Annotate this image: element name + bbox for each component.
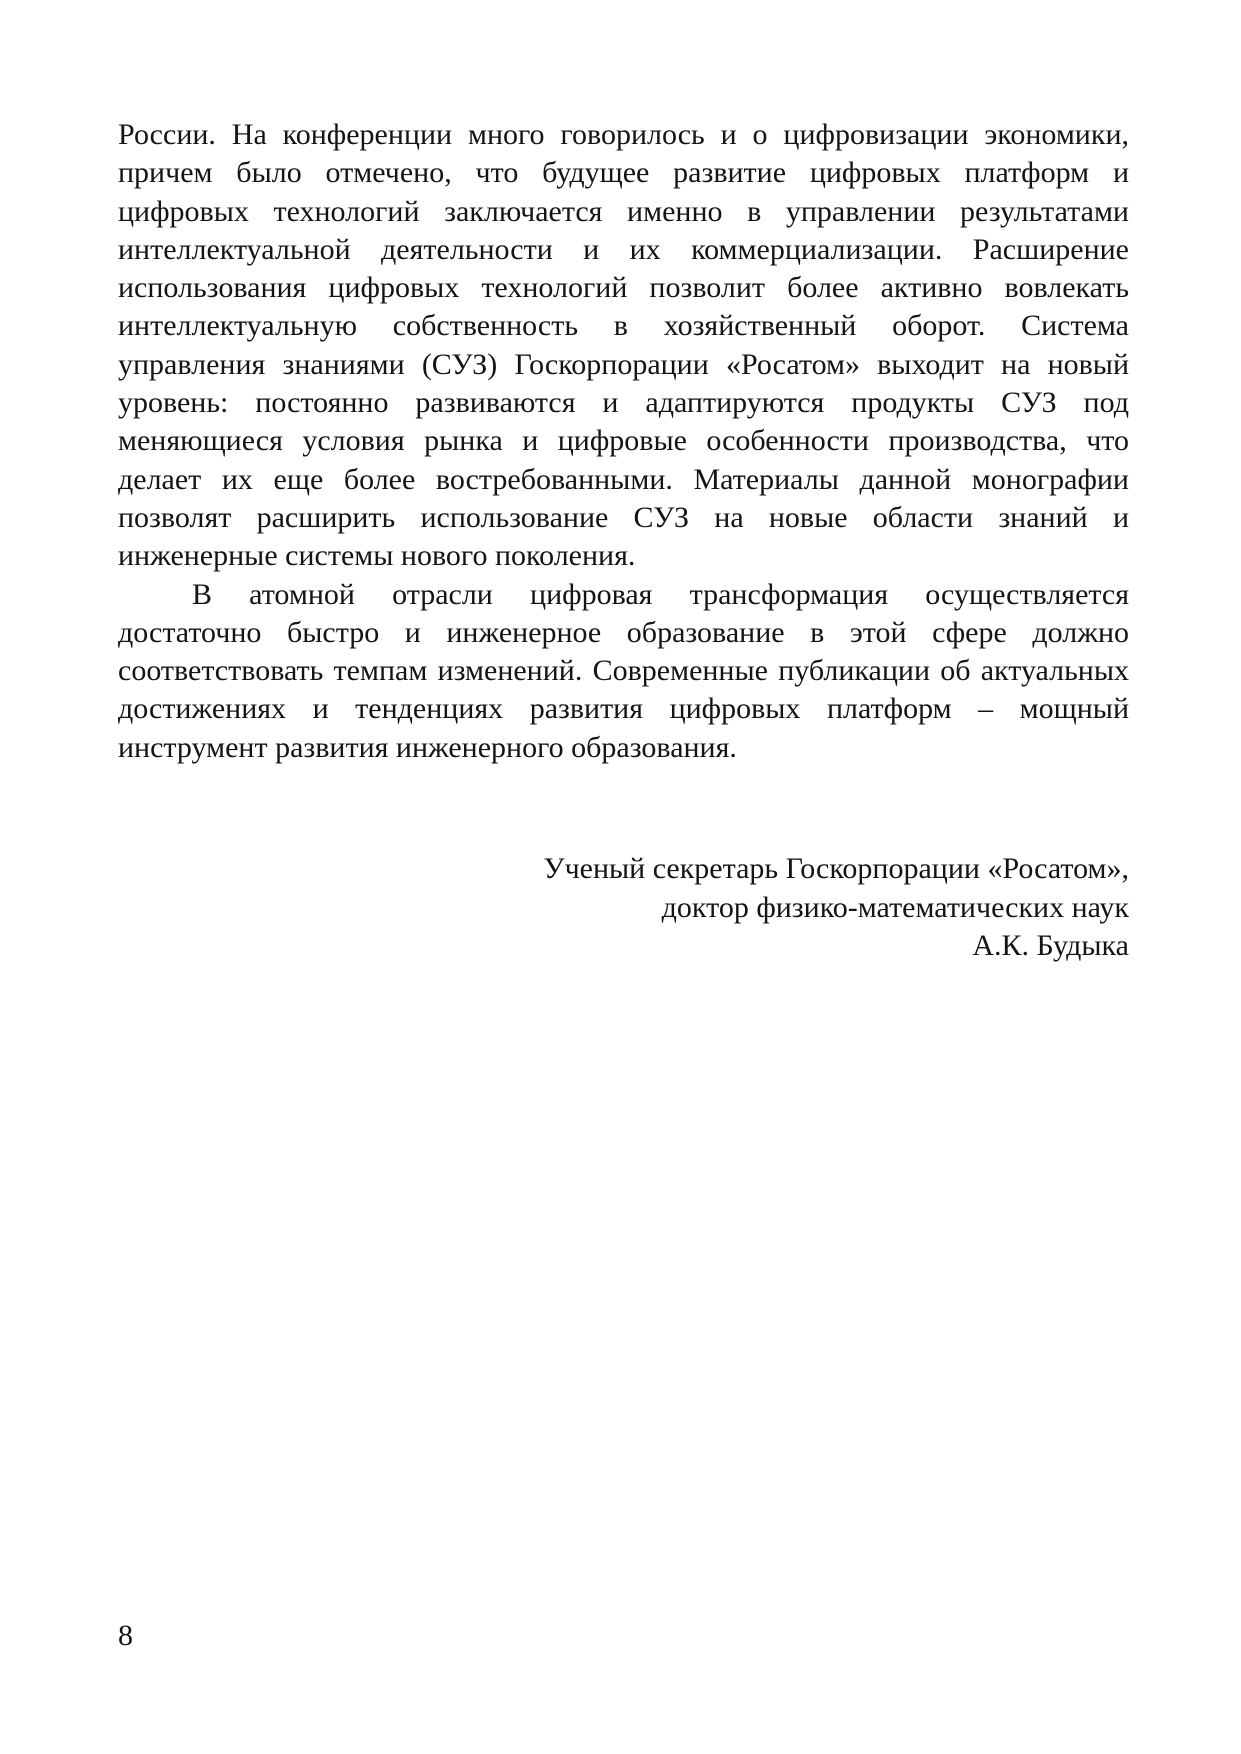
signature-degree: доктор физико-математических наук: [661, 890, 1129, 924]
paragraph-2: В атомной отрасли цифровая трансформация осуществляется достаточно быстро и инженерное образование в этой сфере должно соответствовать темпам изменений. Современные публикации об актуальных достижениях и тенденциях развития цифровых платформ – мощный инструмент развития инженерного образования.: [118, 577, 1129, 764]
body-text: [118, 116, 1129, 767]
signature-position: Ученый секретарь Госкорпорации «Росатом»,: [543, 852, 1129, 885]
signature-name: А.К. Будыка: [972, 929, 1129, 962]
paragraph-1: России. На конференции много говорилось и о цифровизации экономики, причем было отмечено, что будущее развитие цифровых платформ и цифровых технологий заключается именно в управлении результатами интеллектуальной деятельности и их коммерциализации. Расширение использования цифровых технологий позволит более активно вовлекать интеллектуальную собственность в хозяйственный оборот. Система управления знаниями (СУЗ) Госкорпорации «Росатом» выходит на новый уровень: постоянно развиваются и адаптируются продукты СУЗ под меняющиеся условия рынка и цифровые особенности производства, что делает их еще более востребованными. Материалы данной монографии позволят расширить использование СУЗ на новые области знаний и инженерные системы нового поколения.: [118, 118, 1129, 573]
signature-block: [543, 850, 1129, 966]
page-number: 8: [118, 1619, 133, 1652]
